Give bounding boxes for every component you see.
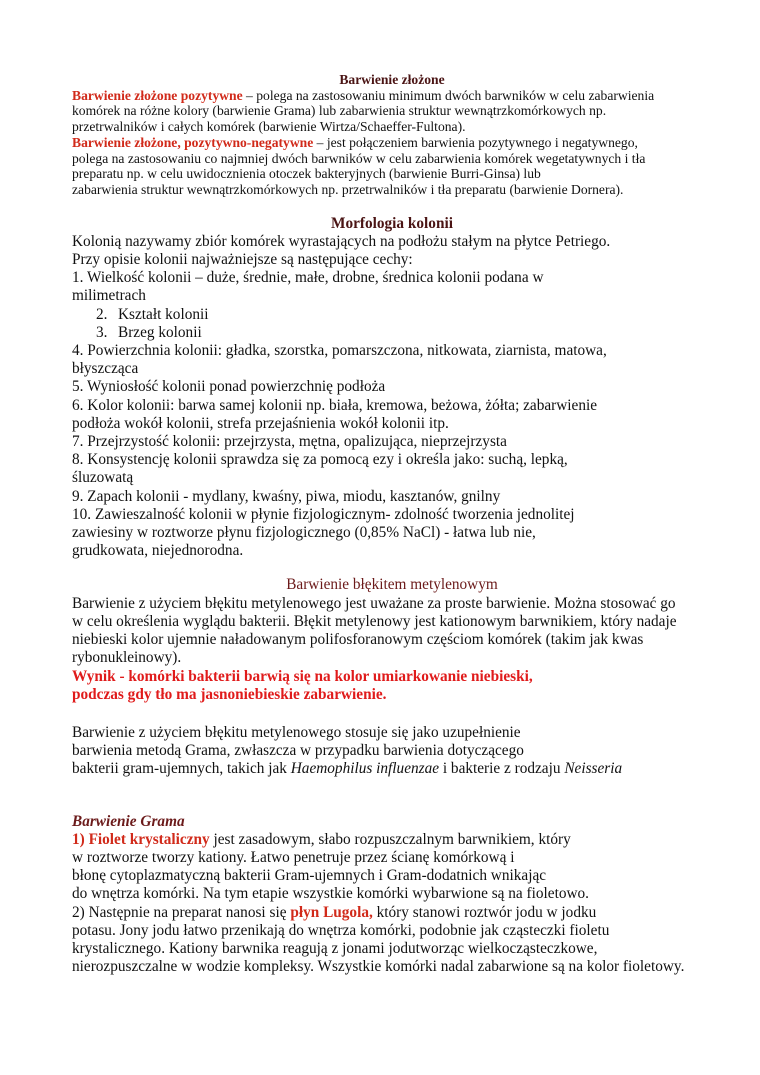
section-title-barwienie-zlozone: Barwienie złożone — [339, 72, 445, 87]
paragraph-line: Barwienie złożone pozytywne – polega na zastosowaniu minimum dwóch barwników w celu zabarwienia — [72, 87, 655, 103]
paragraph-line: Barwienie z użyciem błękitu metylenowego jest uważane za proste barwienie. Można stosować go — [72, 594, 676, 612]
list-item: 8. Konsystencję kolonii sprawdza się za pomocą ezy i określa jako: suchą, lepką, — [72, 451, 568, 469]
section-title-blekit-metylenowy: Barwienie błękitem metylenowym — [286, 576, 498, 594]
list-item: 4. Powierzchnia kolonii: gładka, szorstka, pomarszczona, nitkowata, ziarnista, matowa, — [72, 342, 607, 360]
list-item-continuation: grudkowata, niejednorodna. — [72, 542, 244, 560]
term-positive: Barwienie złożone pozytywne — [72, 87, 243, 103]
genus-name: Neisseria — [564, 760, 623, 778]
paragraph-line: Barwienie z użyciem błękitu metylenowego stosuje się jako uzupełnienie — [72, 723, 521, 741]
term-positive-negative: Barwienie złożone, pozytywno-negatywne — [72, 134, 314, 150]
paragraph-line: 2) Następnie na preparat nanosi się płyn Lugola, który stanowi roztwór jodu w jodku — [72, 903, 597, 921]
paragraph-line: w celu określenia wyglądu bakterii. Błękit metylenowy jest kationowym barwnikiem, który nadaje — [72, 612, 677, 630]
list-item: 7. Przejrzystość kolonii: przejrzysta, mętna, opalizująca, nieprzejrzysta — [72, 433, 507, 451]
document-page — [72, 72, 712, 976]
paragraph-line: komórek na różne kolory (barwienie Grama) lub zabarwienia struktur wewnątrzkomórkowych np. — [72, 103, 607, 119]
list-item: 1. Wielkość kolonii – duże, średnie, małe, drobne, średnica kolonii podana w — [72, 269, 544, 287]
paragraph-line: nierozpuszczalne w wodzie kompleksy. Wszystkie komórki nadal zabarwione są na kolor fioletowy. — [72, 958, 685, 976]
paragraph-line: bakterii gram-ujemnych, takich jak Haemophilus influenzae i bakterie z rodzaju Neisseria — [72, 760, 623, 778]
list-item: 2. Kształt kolonii — [96, 305, 209, 323]
term-lugol: płyn Lugola, — [290, 903, 373, 921]
paragraph-line: krystalicznego. Kationy barwnika reagują z jonami jodutworząc wielkocząsteczkowe, — [72, 939, 598, 957]
paragraph-line: niebieski kolor ujemnie naładowanym polifosforanowym częściom komórek (takim jak kwas — [72, 631, 644, 649]
paragraph-line: 1) Fiolet krystaliczny jest zasadowym, słabo rozpuszczalnym barwnikiem, który — [72, 830, 571, 848]
paragraph-line: rybonukleinowy). — [72, 649, 182, 667]
paragraph-line: do wnętrza komórki. Na tym etapie wszystkie komórki wybarwione są na fioletowo. — [72, 885, 589, 903]
paragraph-line: w roztworze tworzy kationy. Łatwo penetruje przez ścianę komórkową i — [72, 848, 515, 866]
result-line: Wynik - komórki bakterii barwią się na kolor umiarkowanie niebieski, — [72, 667, 533, 685]
list-item: 10. Zawieszalność kolonii w płynie fizjologicznym- zdolność tworzenia jednolitej — [72, 505, 575, 523]
list-item-continuation: śluzowatą — [72, 469, 134, 487]
paragraph-line: zabarwienia struktur wewnątrzkomórkowych np. przetrwalników i tła preparatu (barwienie Dornera). — [72, 181, 624, 197]
list-item-continuation: zawiesiny w roztworze płynu fizjologicznego (0,85% NaCl) - łatwa lub nie, — [72, 524, 536, 542]
paragraph-line: Kolonią nazywamy zbiór komórek wyrastających na podłożu stałym na płytce Petriego. — [72, 232, 611, 250]
list-item-continuation: milimetrach — [72, 287, 146, 305]
paragraph-line: polega na zastosowaniu co najmniej dwóch barwników w celu zabarwienia komórek wegetatywnych i tła — [72, 150, 646, 166]
paragraph-line: preparatu np. w celu uwidocznienia otoczek bakteryjnych (barwienie Burri-Ginsa) lub — [72, 166, 541, 182]
section-title-barwienie-grama: Barwienie Grama — [72, 812, 185, 830]
list-item: 3. Brzeg kolonii — [96, 323, 202, 341]
paragraph-line: Przy opisie kolonii najważniejsze są następujące cechy: — [72, 251, 413, 269]
paragraph-line: błonę cytoplazmatyczną bakterii Gram-ujemnych i Gram-dodatnich wnikając — [72, 867, 547, 885]
list-item: 6. Kolor kolonii: barwa samej kolonii np. biała, kremowa, beżowa, żółta; zabarwienie — [72, 396, 598, 414]
list-item: 5. Wyniosłość kolonii ponad powierzchnię podłoża — [72, 378, 386, 396]
paragraph-line: barwienia metodą Grama, zwłaszcza w przypadku barwienia dotyczącego — [72, 742, 524, 760]
species-name: Haemophilus influenzae — [290, 760, 440, 778]
term-fiolet: 1) Fiolet krystaliczny — [72, 830, 210, 848]
list-item-continuation: błyszcząca — [72, 360, 139, 378]
list-item-continuation: podłoża wokół kolonii, strefa przejaśnienia wokół kolonii itp. — [72, 414, 449, 432]
section-title-morfologia-kolonii: Morfologia kolonii — [331, 214, 453, 232]
result-line: podczas gdy tło ma jasnoniebieskie zabarwienie. — [72, 685, 387, 703]
paragraph-line: Barwienie złożone, pozytywno-negatywne – jest połączeniem barwienia pozytywnego i negatywnego, — [72, 134, 638, 150]
paragraph-line: potasu. Jony jodu łatwo przenikają do wnętrza komórki, podobnie jak cząsteczki fioletu — [72, 921, 610, 939]
list-item: 9. Zapach kolonii - mydlany, kwaśny, piwa, miodu, kasztanów, gnilny — [72, 487, 501, 505]
paragraph-line: przetrwalników i całych komórek (barwienie Wirtza/Schaeffer-Fultona). — [72, 119, 466, 135]
